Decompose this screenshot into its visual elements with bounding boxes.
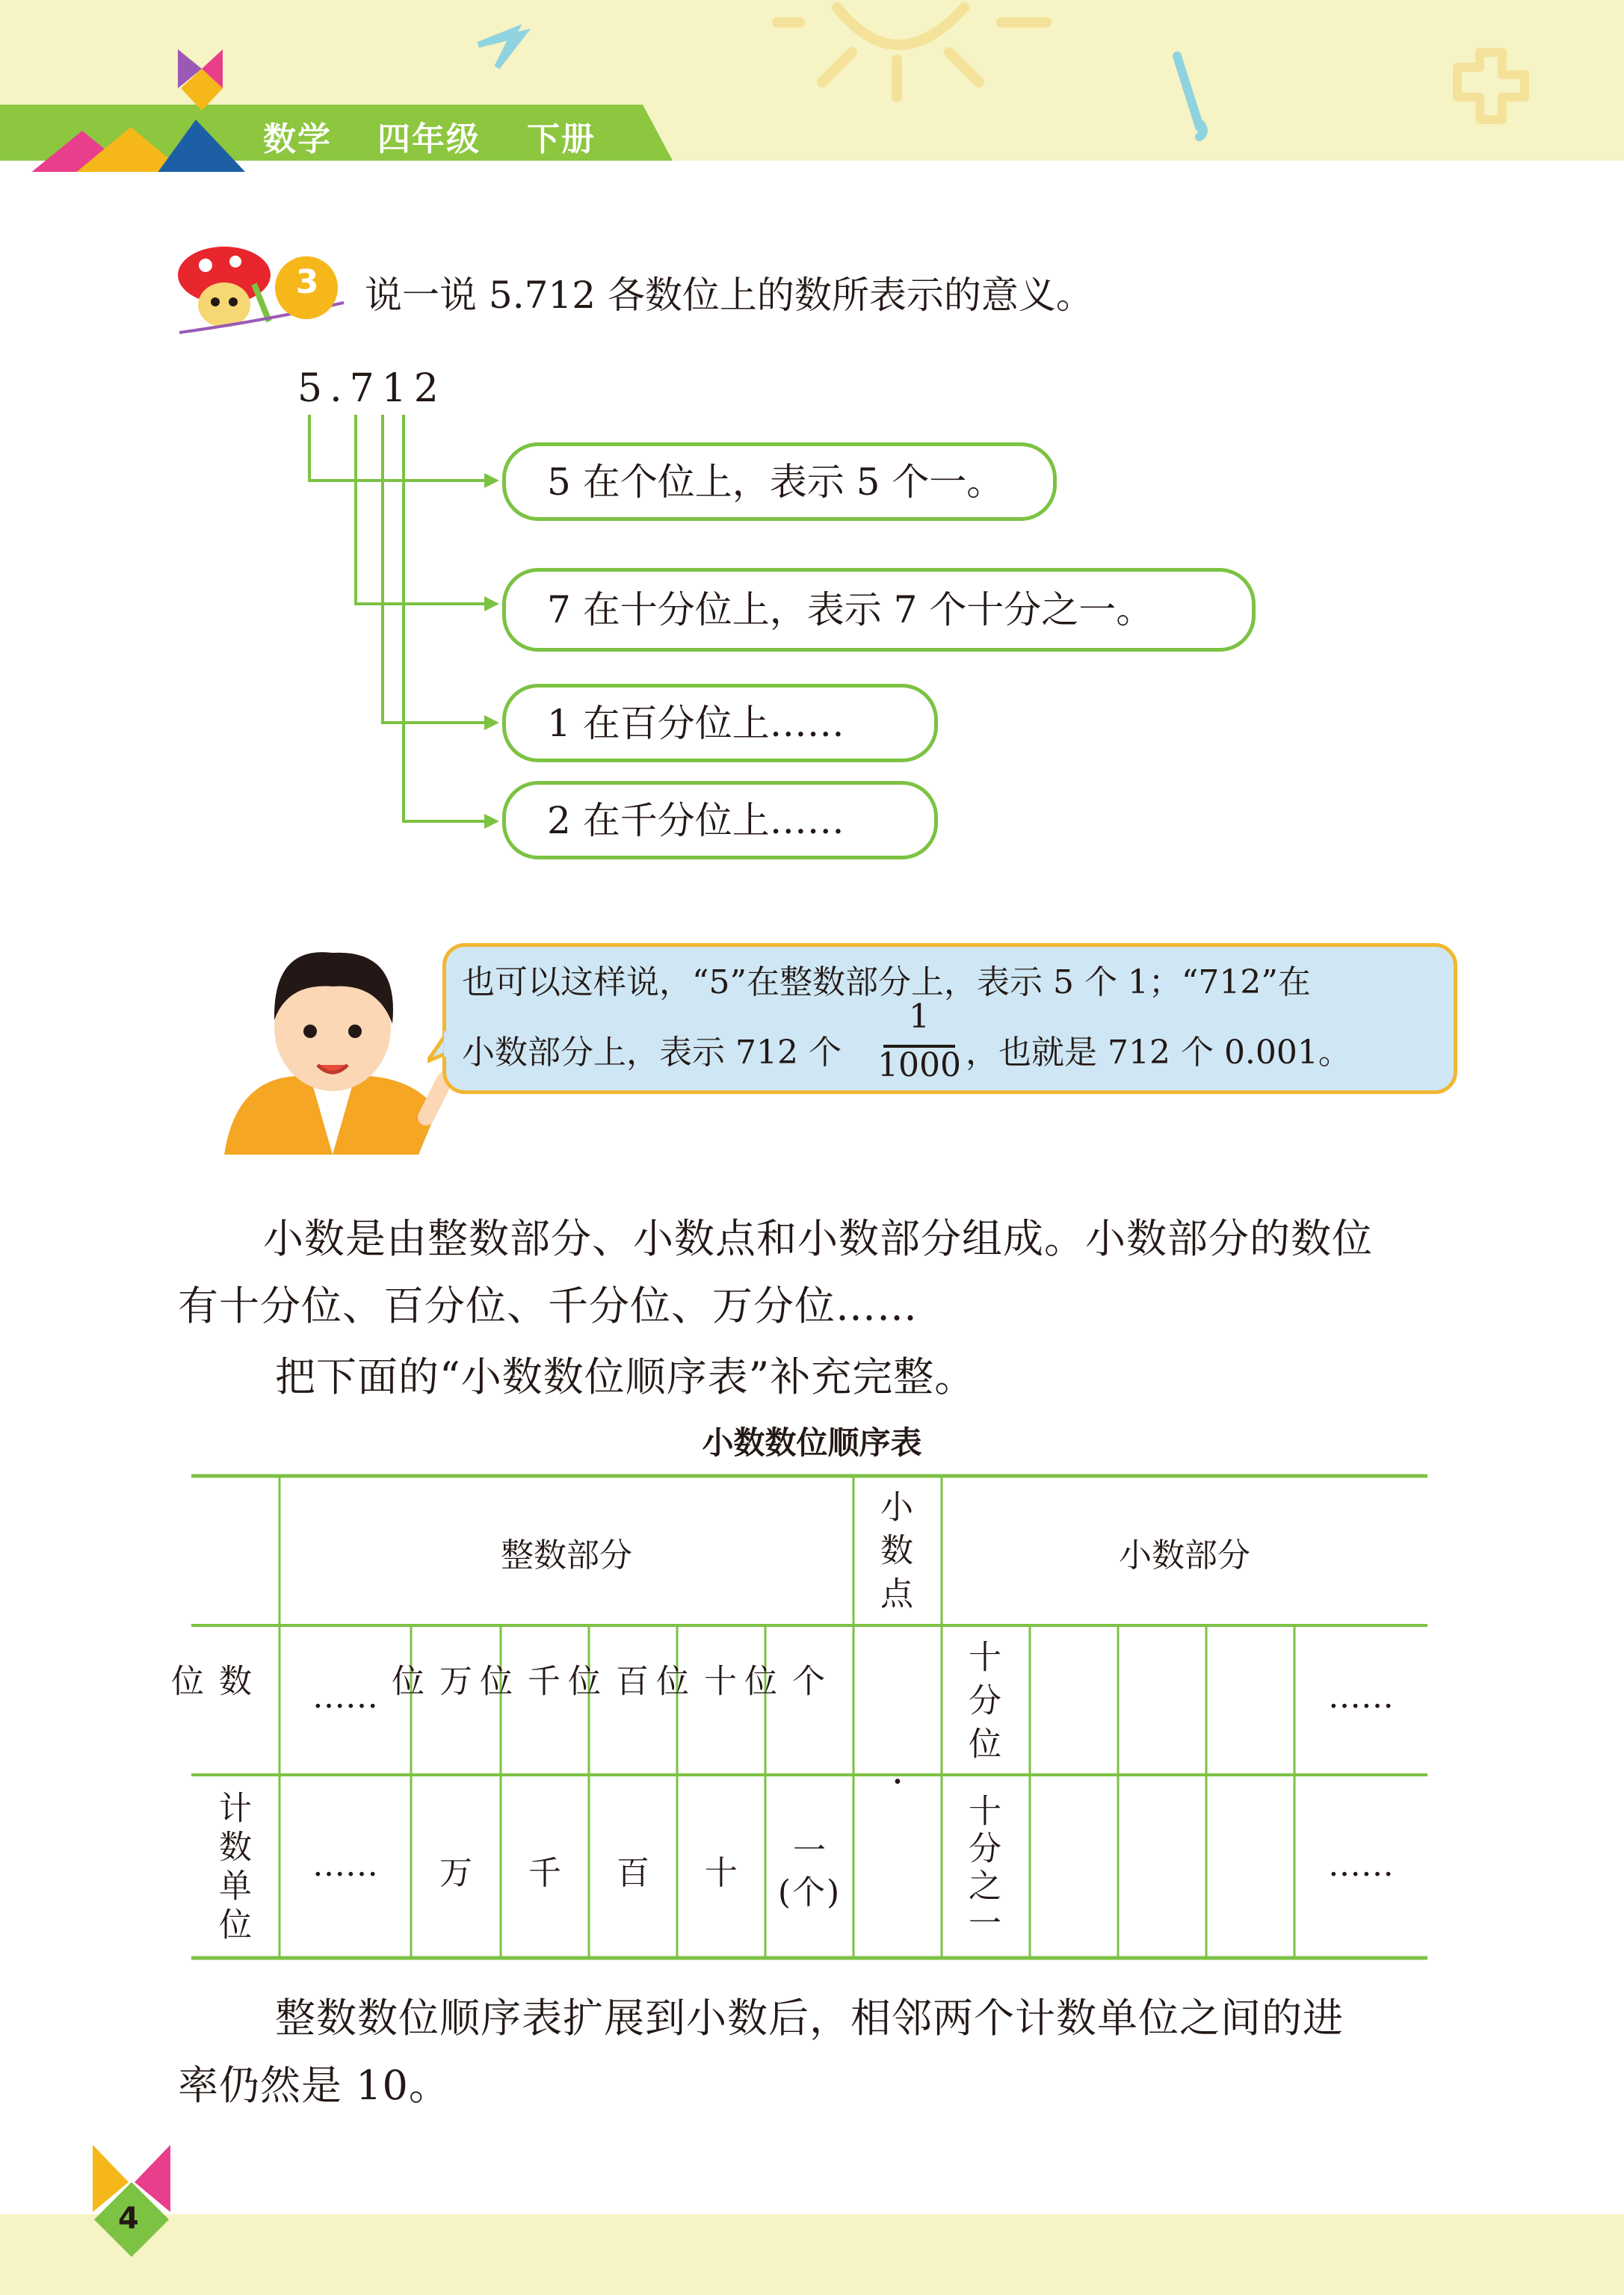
- bubble-line-1: 也可以这样说，“5”在整数部分上，表示 5 个 1；“712”在: [462, 963, 1311, 1001]
- fraction-denominator: 1000: [877, 1046, 961, 1084]
- fraction-numerator: 1: [909, 998, 930, 1036]
- paragraph-3-line-1: 整数数位顺序表扩展到小数后，相邻两个计数单位之间的进: [275, 1995, 1344, 2042]
- unit-ten: 十: [705, 1854, 738, 1892]
- integer-part-header: 整数部分: [501, 1536, 632, 1575]
- box-text: 1 在百分位上……: [547, 701, 845, 745]
- page-number: 4: [118, 2202, 139, 2236]
- decimal-point-dot: ·: [891, 1760, 904, 1805]
- problem-statement: 说一说 5.712 各数位上的数所表示的意义。: [365, 274, 1093, 317]
- place-ten-thousands: 万位: [386, 1663, 472, 1741]
- decimal-point-header: 小数点: [874, 1489, 913, 1619]
- ellipsis-cell: ……: [312, 1678, 378, 1716]
- header-grade: 四年级: [377, 120, 481, 158]
- row-label-place: 数位: [165, 1663, 251, 1741]
- unit-hundred: 百: [617, 1854, 649, 1892]
- unit-one-paren: (个): [777, 1874, 842, 1912]
- footer-band: [0, 2214, 1624, 2295]
- header-subject: 数学: [263, 120, 332, 158]
- page-number-badge: [82, 2137, 179, 2264]
- place-tenths: 十分位: [963, 1639, 1001, 1770]
- table-title: 小数数位顺序表: [702, 1424, 922, 1461]
- place-thousands: 千位: [474, 1663, 560, 1741]
- paragraph-1-line-1: 小数是由整数部分、小数点和小数部分组成。小数部分的数位: [263, 1215, 1373, 1262]
- decimal-number: 5.712: [297, 366, 446, 411]
- place-tens: 十位: [650, 1663, 736, 1741]
- box-text: 2 在千分位上……: [547, 798, 845, 842]
- box-text: 5 在个位上，表示 5 个一。: [547, 460, 1004, 504]
- header-volume: 下册: [527, 120, 596, 158]
- unit-tenth: 十分之一: [963, 1794, 1001, 1943]
- paragraph-2: 把下面的“小数数位顺序表”补充完整。: [275, 1353, 976, 1400]
- unit-one: 一: [793, 1832, 826, 1870]
- bubble-line-2b: ，也就是 712 个 0.001。: [966, 1034, 1351, 1072]
- ellipsis-cell: ……: [1328, 1678, 1394, 1716]
- problem-number: 3: [295, 263, 319, 301]
- ellipsis-cell: ……: [312, 1846, 378, 1884]
- paragraph-1-line-2: 有十分位、百分位、千分位、万分位……: [178, 1282, 918, 1329]
- unit-ten-thousand: 万: [439, 1854, 472, 1892]
- paragraph-3-line-2: 率仍然是 10。: [178, 2062, 450, 2109]
- unit-thousand: 千: [528, 1854, 561, 1892]
- bubble-line-2a: 小数部分上，表示 712 个: [462, 1034, 842, 1072]
- place-hundreds: 百位: [562, 1663, 648, 1741]
- decimal-part-header: 小数部分: [1119, 1536, 1250, 1575]
- ellipsis-cell: ……: [1328, 1846, 1394, 1884]
- box-text: 7 在十分位上，表示 7 个十分之一。: [547, 588, 1154, 631]
- row-label-unit: 计数单位: [213, 1790, 251, 1946]
- place-ones: 个位: [738, 1663, 824, 1741]
